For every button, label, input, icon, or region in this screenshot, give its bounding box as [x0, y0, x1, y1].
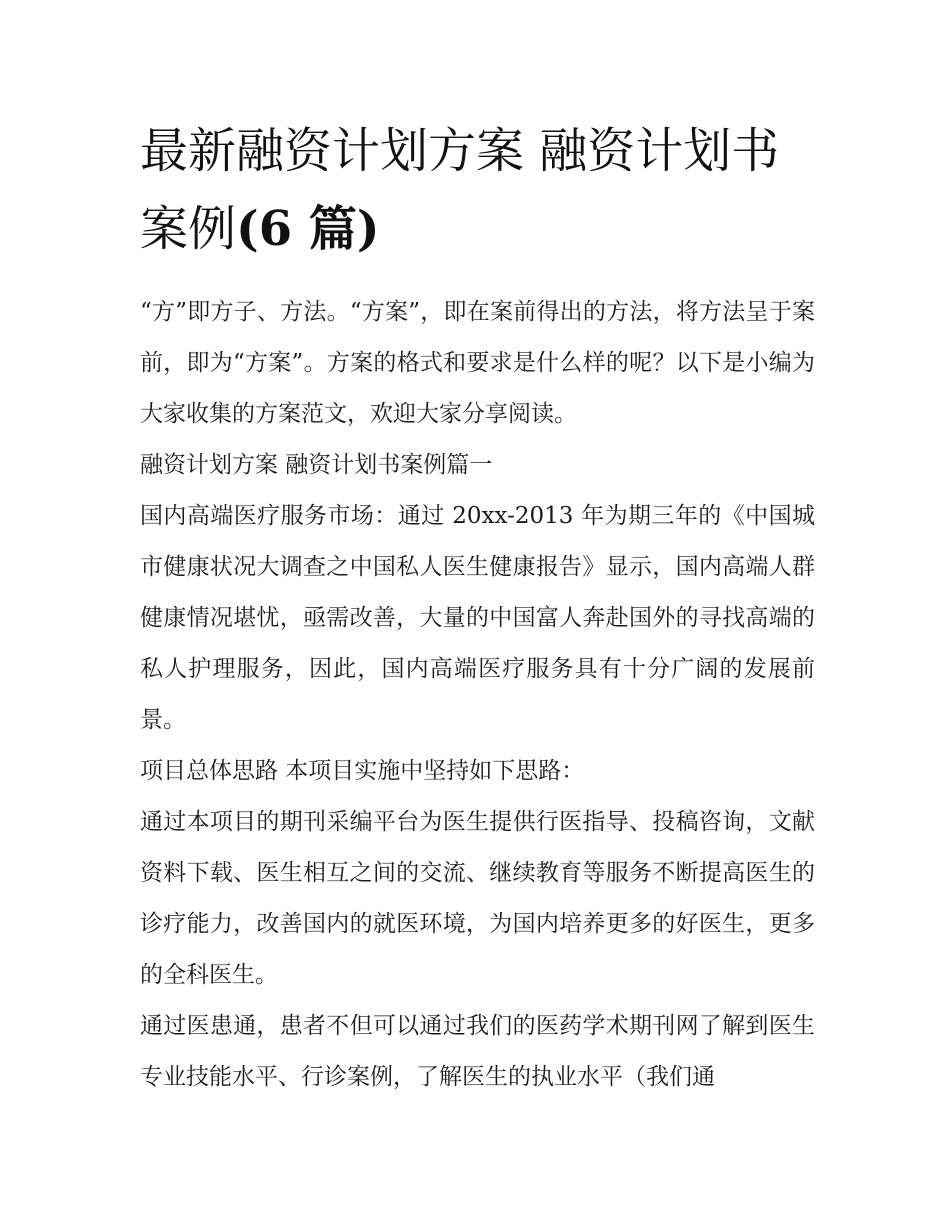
market-paragraph: 国内高端医疗服务市场：通过 20xx-2013 年为期三年的《中国城市健康状况大调查之中国私人医生健康报告》显示，国内高端人群健康情况堪忧，亟需改善，大量的中国富人奔赴国外的寻找高端的私人护理服务，因此，国内高端医疗服务具有十分广阔的发展前景。	[140, 503, 815, 733]
document-title-main: 最新融资计划方案 融资计划书案例	[140, 123, 780, 257]
project-approach-heading: 项目总体思路 本项目实施中坚持如下思路：	[140, 758, 585, 784]
document-title-suffix: (6 篇)	[236, 201, 380, 257]
document-body	[140, 287, 815, 1103]
document-title	[140, 112, 815, 268]
platform-paragraph: 通过本项目的期刊采编平台为医生提供行医指导、投稿咨询，文献资料下载、医生相互之间的交流、继续教育等服务不断提高医生的诊疗能力，改善国内的就医环境，为国内培养更多的好医生，更多的全科医生。	[140, 809, 815, 988]
intro-paragraph: “方”即方子、方法。“方案”，即在案前得出的方法，将方法呈于案前，即为“方案”。方案的格式和要求是什么样的呢？以下是小编为大家收集的方案范文，欢迎大家分享阅读。	[140, 299, 815, 427]
patient-paragraph: 通过医患通，患者不但可以通过我们的医药学术期刊网了解到医生专业技能水平、行诊案例，了解医生的执业水平（我们通	[140, 1013, 815, 1090]
document-content	[140, 112, 815, 1103]
section-heading: 融资计划方案 融资计划书案例篇一	[140, 452, 493, 478]
